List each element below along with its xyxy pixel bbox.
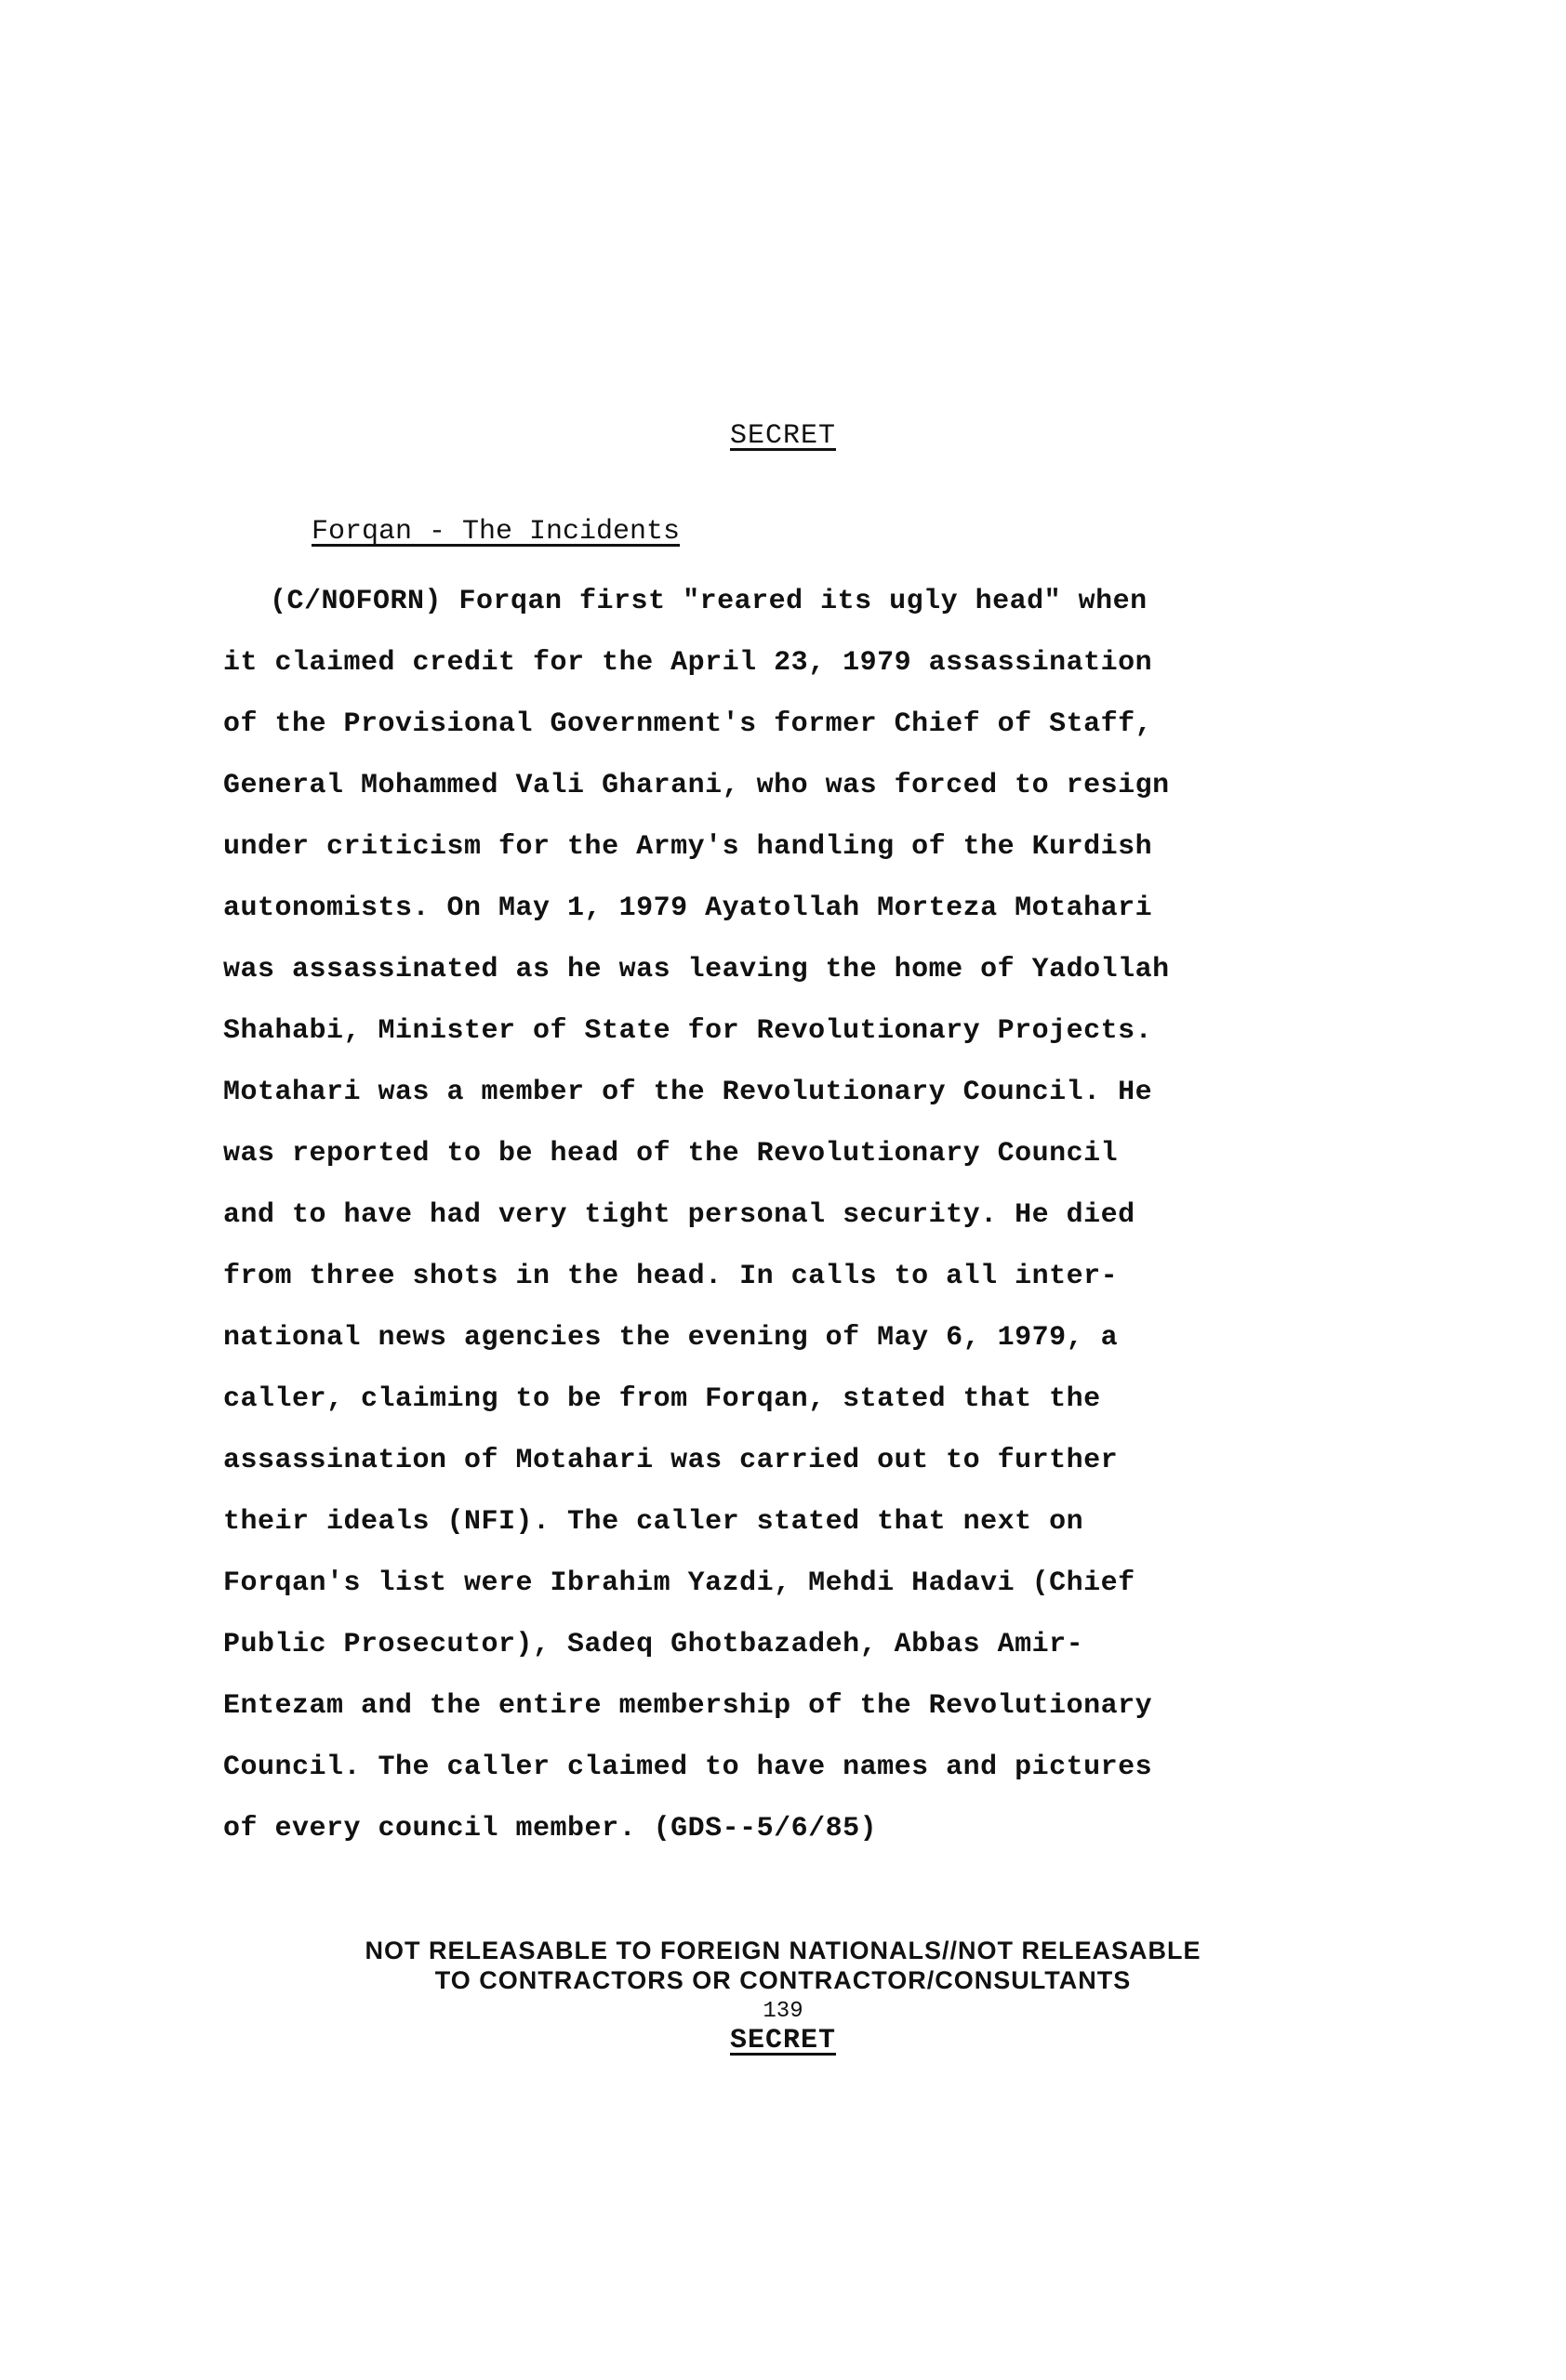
body-line: Forqan's list were Ibrahim Yazdi, Mehdi Hadavi (Chief xyxy=(223,1567,1135,1599)
dissemination-caveat-line-1: NOT RELEASABLE TO FOREIGN NATIONALS//NOT RELEASABLE xyxy=(365,1937,1201,1964)
body-line: their ideals (NFI). The caller stated that next on xyxy=(223,1506,1084,1538)
classification-marking-top: SECRET xyxy=(729,420,837,452)
body-line: (C/NOFORN) Forqan first "reared its ugly head" when xyxy=(270,586,1148,617)
section-heading: Forqan - The Incidents xyxy=(312,516,681,548)
body-line: under criticism for the Army's handling of the Kurdish xyxy=(223,831,1153,863)
body-line: it claimed credit for the April 23, 1979 assassination xyxy=(223,647,1153,679)
body-line: Shahabi, Minister of State for Revolutionary Projects. xyxy=(223,1015,1153,1047)
dissemination-caveat-line-2: TO CONTRACTORS OR CONTRACTOR/CONSULTANTS xyxy=(434,1966,1132,1994)
body-line: Council. The caller claimed to have names and pictures xyxy=(223,1752,1153,1783)
body-line: Public Prosecutor), Sadeq Ghotbazadeh, Abbas Amir- xyxy=(223,1629,1084,1660)
body-line: caller, claiming to be from Forqan, stated that the xyxy=(223,1383,1101,1415)
body-line: assassination of Motahari was carried out to further xyxy=(223,1445,1119,1476)
body-line: Motahari was a member of the Revolutionary Council. He xyxy=(223,1077,1153,1108)
body-line: was reported to be head of the Revolutionary Council xyxy=(223,1138,1119,1170)
body-line: of every council member. (GDS--5/6/85) xyxy=(223,1813,878,1844)
body-line: from three shots in the head. In calls to all inter- xyxy=(223,1261,1119,1292)
body-line: Entezam and the entire membership of the Revolutionary xyxy=(223,1690,1153,1722)
body-line: General Mohammed Vali Gharani, who was forced to resign xyxy=(223,770,1170,801)
classification-marking-bottom: SECRET xyxy=(729,2025,837,2056)
body-line: of the Provisional Government's former Chief of Staff, xyxy=(223,708,1153,740)
body-line: was assassinated as he was leaving the home of Yadollah xyxy=(223,954,1170,985)
body-line: and to have had very tight personal security. He died xyxy=(223,1199,1135,1231)
body-line: national news agencies the evening of May 6, 1979, a xyxy=(223,1322,1119,1354)
body-line: autonomists. On May 1, 1979 Ayatollah Morteza Motahari xyxy=(223,892,1153,924)
page-number: 139 xyxy=(763,1999,803,2024)
